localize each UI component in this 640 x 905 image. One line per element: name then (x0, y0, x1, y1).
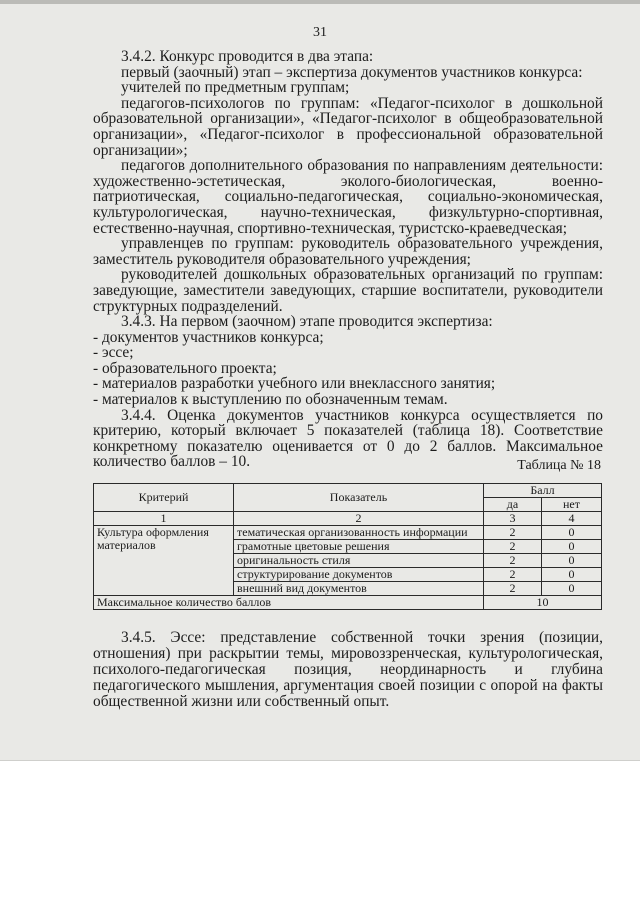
essay-text (93, 630, 603, 710)
indicator-cell: тематическая организованность информации (234, 526, 484, 540)
table-caption: Таблица № 18 (517, 458, 601, 473)
header-no: нет (542, 498, 602, 512)
score-no-cell: 0 (542, 540, 602, 554)
list-item-documents: - документов участников конкурса; (93, 328, 324, 346)
column-number: 1 (94, 512, 234, 526)
paragraph-3-4-3: 3.4.3. На первом (заочном) этапе проводится экспертиза: (121, 313, 493, 331)
list-item-essay: - эссе; (93, 344, 134, 362)
paragraph-additional-education: педагогов дополнительного образования по направлениям деятельности: художественно-эстетическая, эколого-биологическая, военно-патриотическая, социально-педагогическая, социально-экономическая, культурологическая, научно-техническая, физкультурно-спортивная, естественно-научная, спортивно-техническая, туристско-краеведческая; (93, 157, 603, 237)
header-yes: да (484, 498, 542, 512)
score-yes-cell: 2 (484, 582, 542, 596)
list-item-project: - образовательного проекта; (93, 359, 277, 377)
paragraph-managers: управленцев по группам: руководитель образовательного учреждения, заместитель руководителя образовательного учреждения; (93, 235, 603, 268)
column-number: 2 (234, 512, 484, 526)
indicator-cell: оригинальность стиля (234, 554, 484, 568)
score-yes-cell: 2 (484, 554, 542, 568)
paragraph-3-4-4: 3.4.4. Оценка документов участников конкурса осуществляется по критерию, который включает 5 показателей (таблица 18). Соответствие конкретному показателю оценивается от 0 до 2 баллов. Максимальное количество баллов – 10. (93, 406, 603, 471)
paragraph-teachers: учителей по предметным группам; (121, 79, 350, 97)
score-no-cell: 0 (542, 526, 602, 540)
header-score: Балл (484, 484, 602, 498)
score-yes-cell: 2 (484, 540, 542, 554)
score-yes-cell: 2 (484, 526, 542, 540)
list-item-lesson-materials: - материалов разработки учебного или внеклассного занятия; (93, 375, 496, 393)
score-yes-cell: 2 (484, 568, 542, 582)
body-text (93, 49, 603, 470)
indicator-cell: грамотные цветовые решения (234, 540, 484, 554)
table-row (94, 526, 602, 540)
column-number: 3 (484, 512, 542, 526)
criterion-name: Культура оформления материалов (94, 526, 234, 596)
scan-edge-shadow (0, 0, 640, 4)
paragraph-preschool-heads: руководителей дошкольных образовательных организаций по группам: заведующие, заместители заведующих, старшие воспитатели, руководители структурных подразделений. (93, 266, 603, 315)
header-criterion: Критерий (94, 484, 234, 512)
score-no-cell: 0 (542, 554, 602, 568)
column-number: 4 (542, 512, 602, 526)
column-number-row (94, 512, 602, 526)
criteria-table (93, 483, 602, 610)
indicator-cell: внешний вид документов (234, 582, 484, 596)
total-label: Максимальное количество баллов (94, 596, 484, 610)
header-indicator: Показатель (234, 484, 484, 512)
paragraph-first-stage: первый (заочный) этап – экспертиза документов участников конкурса: (121, 63, 583, 81)
score-no-cell: 0 (542, 582, 602, 596)
indicator-cell: структурирование документов (234, 568, 484, 582)
page-number: 31 (313, 25, 327, 40)
paragraph-3-4-5: 3.4.5. Эссе: представление собственной точки зрения (позиции, отношения) при раскрытии темы, мировоззренческая, культурологическая, психолого-педагогическая позиция, неординарность и глубина педагогического мышления, аргументация своей позиции с опорой на факты общественной жизни или собственный опыт. (93, 629, 603, 710)
score-no-cell: 0 (542, 568, 602, 582)
table-header-row (94, 484, 602, 498)
paragraph-psychologists: педагогов-психологов по группам: «Педагог-психолог в дошкольной образовательной организации», «Педагог-психолог в общеобразовательной организации», «Педагог-психолог в профессиональной образовательной организации»; (93, 94, 603, 159)
table-total-row (94, 596, 602, 610)
total-value: 10 (484, 596, 602, 610)
list-item-speech-materials: - материалов к выступлению по обозначенным темам. (93, 391, 448, 409)
paragraph-3-4-2: 3.4.2. Конкурс проводится в два этапа: (121, 48, 374, 65)
